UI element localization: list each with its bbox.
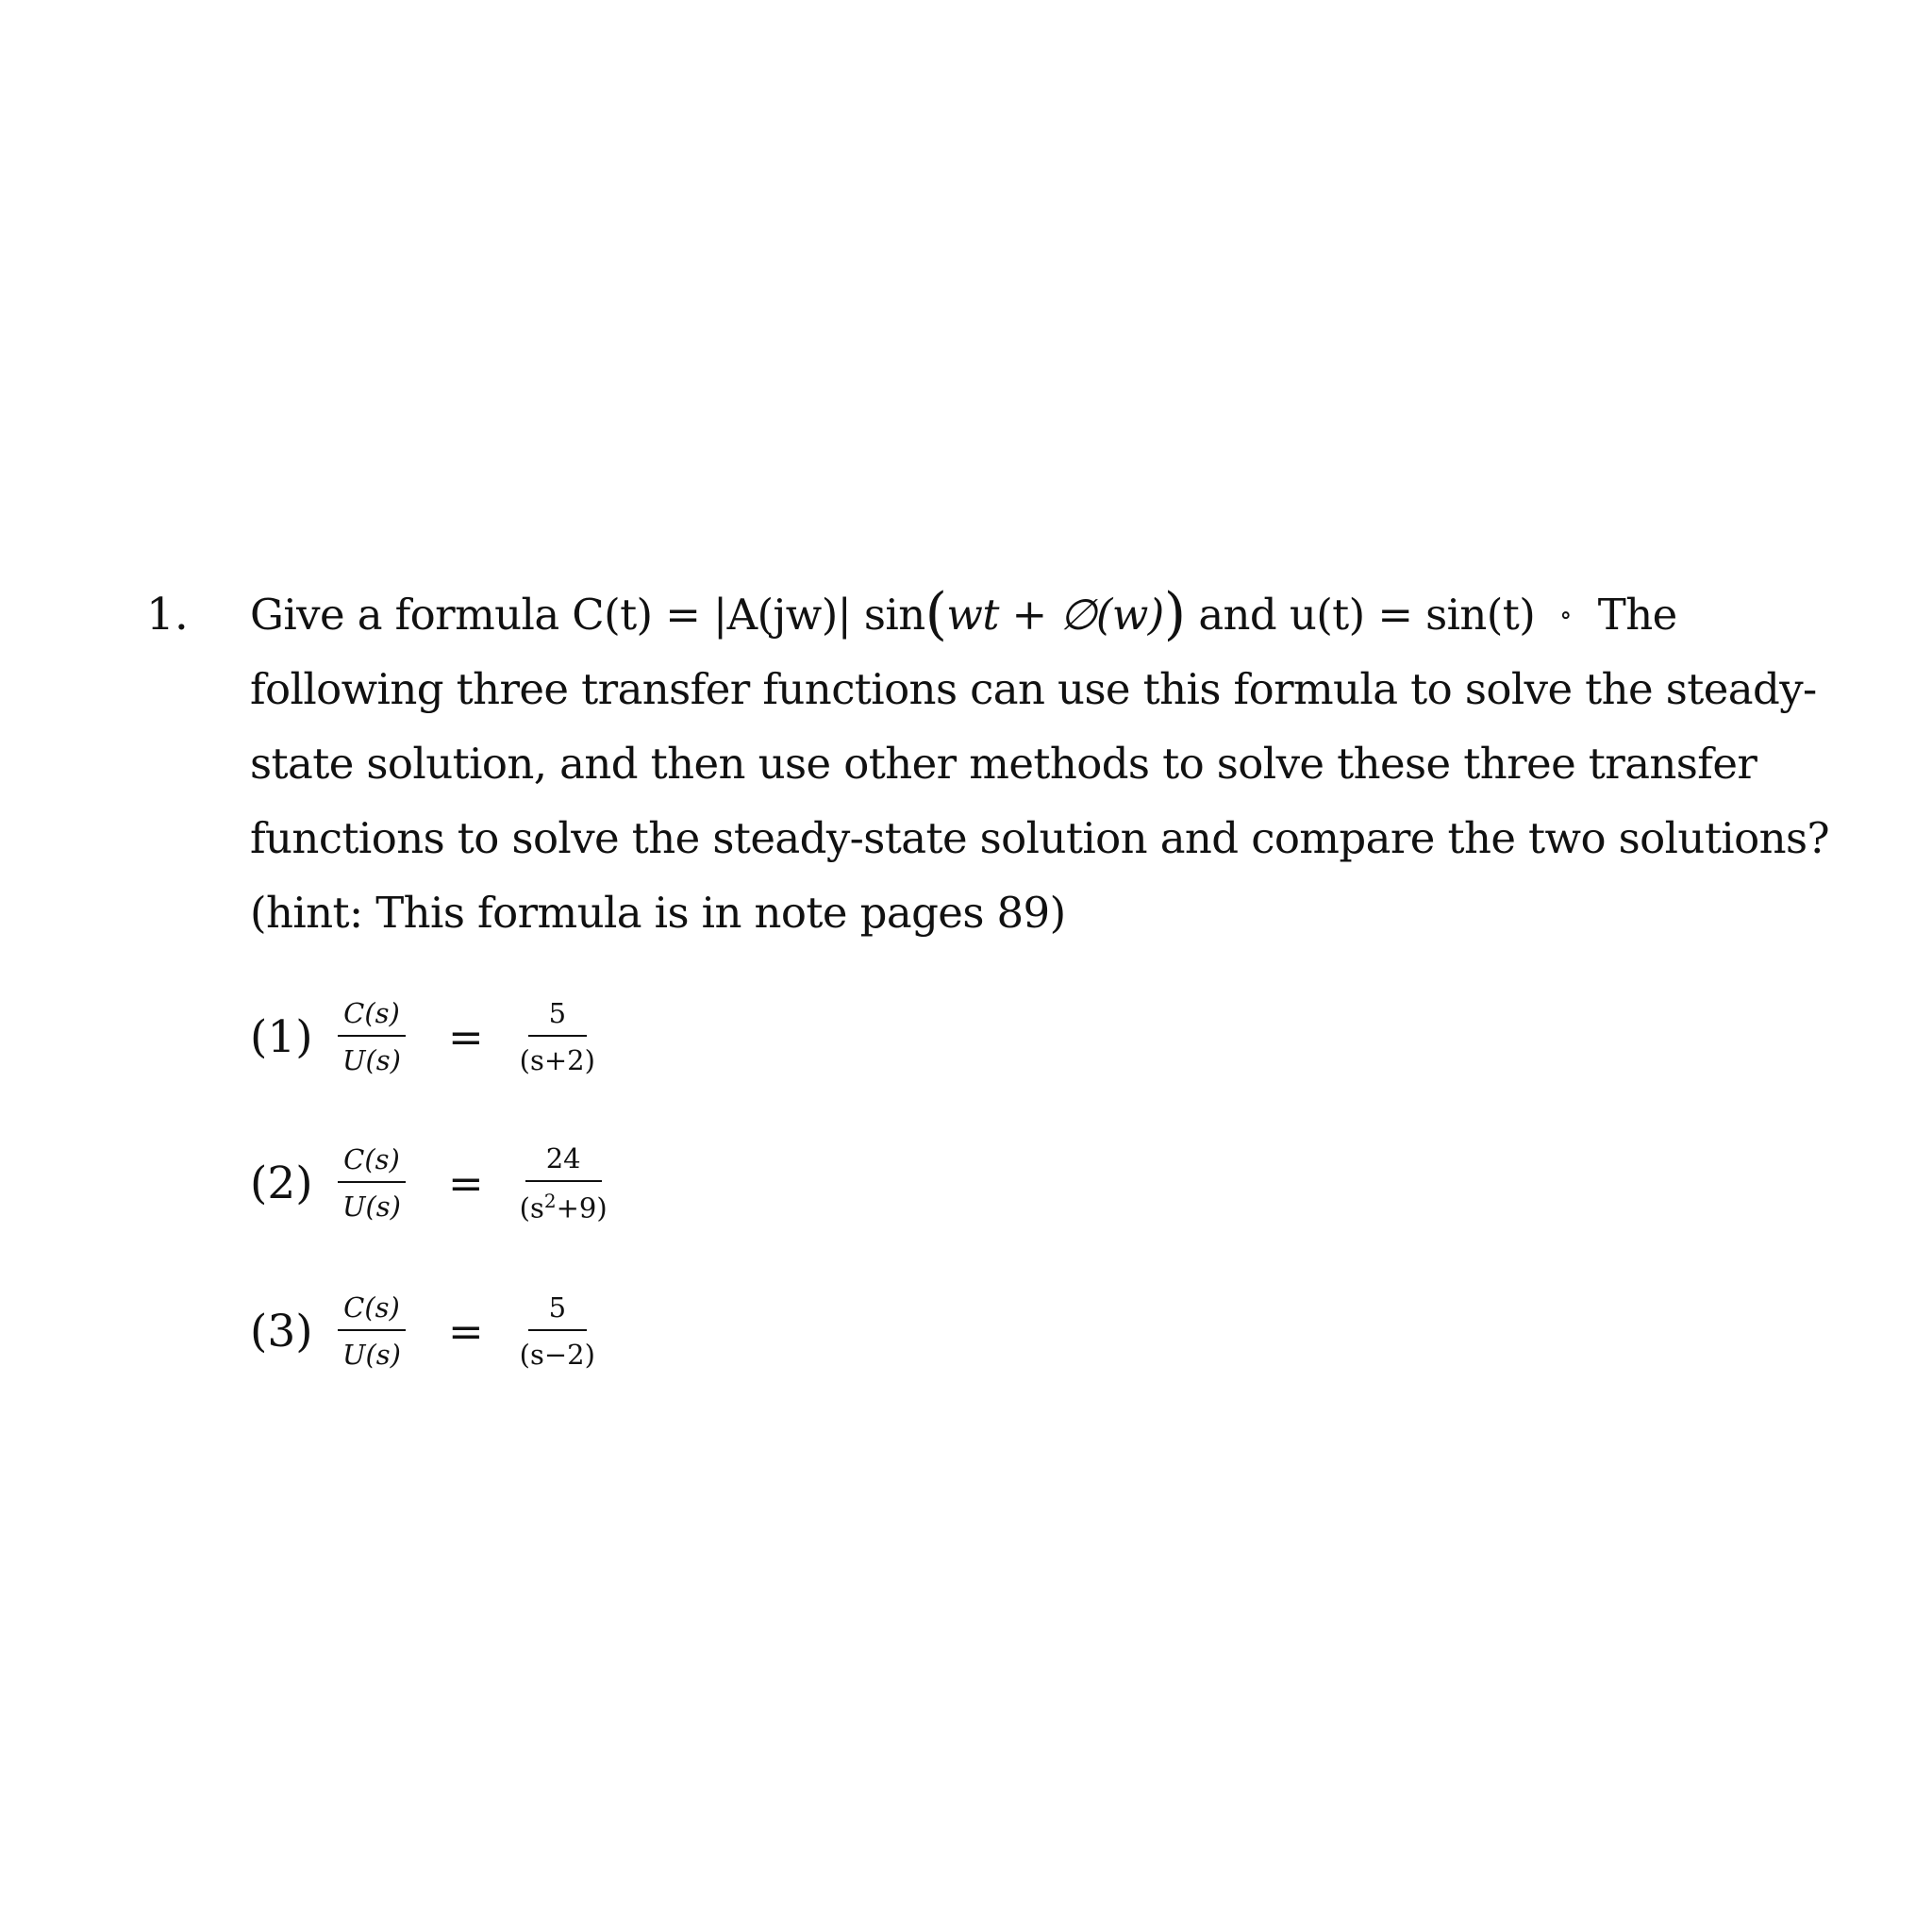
rhs-fraction: [514, 1142, 613, 1224]
input-formula: and u(t) = sin(t): [1198, 590, 1536, 640]
equation-label: (3): [250, 1305, 313, 1357]
equals-sign: =: [447, 1306, 484, 1357]
question-text: [250, 577, 1844, 950]
rhs-denominator: (s+2): [519, 1044, 595, 1076]
lhs-fraction: [337, 1143, 407, 1223]
question-line-2: following three transfer functions can use this formula to solve the steady-: [250, 664, 1817, 714]
equation-label: (2): [250, 1157, 313, 1209]
lhs-numerator: C(s): [343, 997, 400, 1029]
rhs-fraction: [514, 1291, 601, 1371]
rhs-denominator: $(s^2+9)$: [519, 1189, 608, 1224]
equation-label: (1): [250, 1010, 313, 1063]
transfer-function-3: [250, 1279, 910, 1383]
rhs-fraction: [514, 997, 601, 1076]
rhs-numerator: 24: [525, 1142, 602, 1182]
hint-line: (hint: This formula is in note pages 89): [250, 888, 1066, 938]
separator-glyph: ∘: [1558, 599, 1573, 630]
rhs-numerator: 5: [528, 1291, 587, 1331]
transfer-function-2: [250, 1131, 910, 1235]
question-line-4: functions to solve the steady-state solution and compare the two solutions?: [250, 813, 1829, 863]
lhs-numerator: C(s): [343, 1291, 400, 1324]
transfer-function-1: [250, 985, 910, 1089]
question-number: 1.: [146, 589, 189, 641]
rhs-numerator: 5: [528, 997, 587, 1037]
line-1-tail: The: [1597, 590, 1677, 640]
rhs-denominator: (s−2): [519, 1339, 595, 1371]
lhs-fraction: [337, 997, 407, 1076]
lhs-denominator: U(s): [342, 1339, 401, 1371]
formula-intro: Give a formula: [250, 590, 573, 640]
equals-sign: =: [447, 1011, 484, 1062]
equals-sign: =: [447, 1158, 484, 1208]
lhs-denominator: U(s): [342, 1191, 401, 1223]
question-line-3: state solution, and then use other methods to solve these three transfer: [250, 739, 1757, 789]
lhs-fraction: [337, 1291, 407, 1371]
question-line-1: [250, 577, 1844, 652]
lhs-denominator: U(s): [342, 1044, 401, 1076]
output-formula: C(t) = |A(jw)| sin(wt + ∅(w)): [572, 581, 1186, 647]
lhs-numerator: C(s): [343, 1143, 400, 1175]
